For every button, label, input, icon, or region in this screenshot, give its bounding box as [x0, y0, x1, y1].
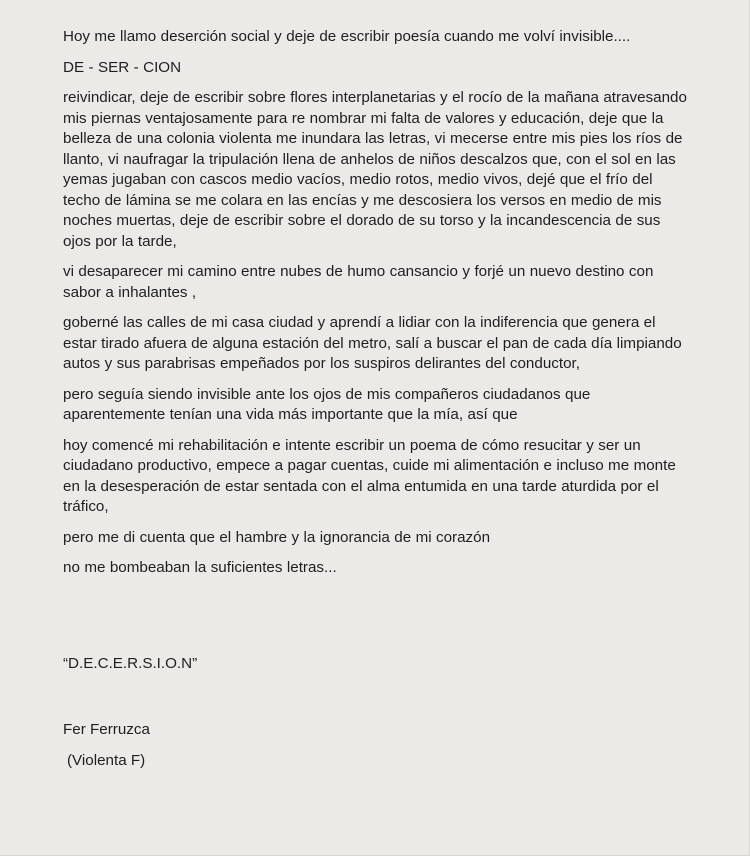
- closing-title: “D.E.C.E.R.S.I.O.N”: [63, 654, 198, 672]
- paragraph-hambre: pero me di cuenta que el hambre y la ignorancia de mi corazón: [63, 528, 491, 546]
- heading-deser-cion: DE - SER - CION: [63, 58, 182, 76]
- paragraph-invisible: pero seguía siendo invisible ante los ojos de mis compañeros ciudadanos que aparentemente tenían una vida más importante que la mía, así que: [63, 385, 591, 423]
- paragraph-goberne: goberné las calles de mi casa ciudad y aprendí a lidiar con la indiferencia que genera el estar tirado afuera de alguna estación del metro, salí a buscar el pan de cada día limpiando autos y sus parabrisas empeñados por los suspiros delirantes del conductor,: [63, 314, 682, 372]
- paragraph-desaparecer: vi desaparecer mi camino entre nubes de humo cansancio y forjé un nuevo destino con sabor a inhalantes ,: [63, 263, 654, 301]
- opening-paragraph: Hoy me llamo deserción social y deje de escribir poesía cuando me volví invisible....: [63, 28, 631, 45]
- spacer: [63, 684, 689, 720]
- paragraph-reivindicar: reivindicar, deje de escribir sobre flores interplanetarias y el rocío de la mañana atravesando mis piernas ventajosamente para re nombrar mi falta de valores y educación, deje que la belleza de una colonia violenta me inundara las letras, vi mecerse entre mis pies los ríos de llanto, vi naufragar la tripulación llena de anhelos de niños descalzos que, con el sol en las yemas jugaban con cascos medio vacíos, medio rotos, medio vivos, dejé que el frío del techo de lámina se me colara en las encías y me descosiera los versos en medio de mis noches muertas, deje de escribir sobre el dorado de su torso y la incandescencia de sus ojos por la tarde,: [63, 89, 687, 250]
- paragraph-letras: no me bombeaban la suficientes letras...: [63, 559, 337, 576]
- author-alias: (Violenta F): [67, 751, 146, 769]
- author-name: Fer Ferruzca: [63, 721, 150, 738]
- poem-text-block: [63, 27, 689, 771]
- paragraph-rehabilitacion: hoy comencé mi rehabilitación e intente escribir un poema de cómo resucitar y ser un ciudadano productivo, empece a pagar cuentas, cuide mi alimentación e incluso me monte en la desesperación de estar sentada con el alma entumida en una tarde aturdida por el tráfico,: [63, 436, 676, 515]
- spacer: [63, 589, 689, 654]
